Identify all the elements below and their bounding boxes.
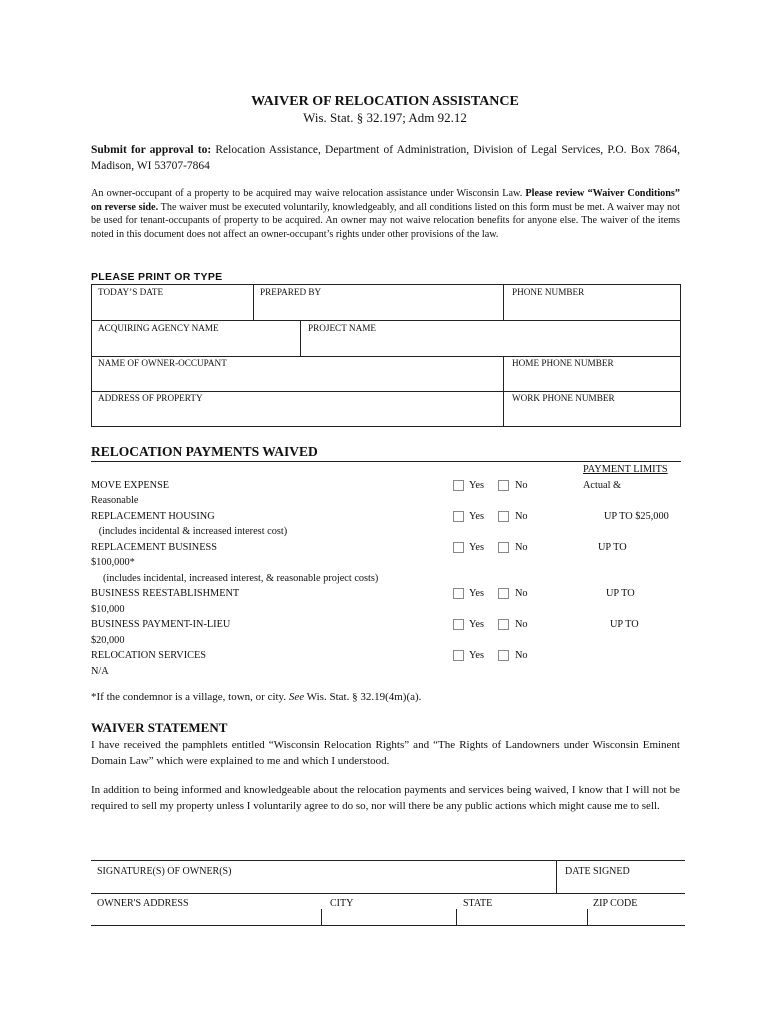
no-label: No <box>515 480 528 491</box>
owners-address-field[interactable]: OWNER'S ADDRESS <box>97 898 189 909</box>
business-reestablishment-yes-checkbox[interactable] <box>453 588 464 599</box>
intro-bold: Please review “Waiver Conditions” on reverse side. <box>91 188 680 213</box>
replacement-housing-no-checkbox[interactable] <box>498 511 509 522</box>
row-label-move-expense: MOVE EXPENSE <box>91 480 170 491</box>
signature-field[interactable]: SIGNATURE(S) OF OWNER(S) <box>97 866 232 877</box>
limit-business-payment-in-lieu: UP TO <box>610 619 639 630</box>
city-field[interactable]: CITY <box>330 898 354 909</box>
footnote-text-a: *If the condemnor is a village, town, or city. <box>91 691 289 703</box>
move-expense-no-checkbox[interactable] <box>498 480 509 491</box>
row-note-replacement-business: (includes incidental, increased interest, & reasonable project costs) <box>103 573 379 584</box>
row-sub-business-payment-in-lieu: $20,000 <box>91 635 125 646</box>
acquiring-agency-field[interactable]: ACQUIRING AGENCY NAME <box>98 323 219 333</box>
footnote <box>91 691 421 703</box>
date-signed-field[interactable]: DATE SIGNED <box>565 866 630 877</box>
waiver-heading: WAIVER STATEMENT <box>91 720 228 735</box>
limit-business-reestablishment: UP TO <box>606 588 635 599</box>
zip-code-field[interactable]: ZIP CODE <box>593 898 638 909</box>
limit-replacement-business: UP TO <box>598 542 627 553</box>
payment-limits-header: PAYMENT LIMITS <box>583 464 668 475</box>
row-label-relocation-services: RELOCATION SERVICES <box>91 650 207 661</box>
home-phone-field[interactable]: HOME PHONE NUMBER <box>512 358 614 368</box>
no-label: No <box>515 542 528 553</box>
row-sub-relocation-services: N/A <box>91 666 109 677</box>
work-phone-field[interactable]: WORK PHONE NUMBER <box>512 393 615 403</box>
replacement-business-yes-checkbox[interactable] <box>453 542 464 553</box>
business-payment-in-lieu-yes-checkbox[interactable] <box>453 619 464 630</box>
row-sub-replacement-housing: (includes incidental & increased interest cost) <box>91 526 288 537</box>
property-address-field[interactable]: ADDRESS OF PROPERTY <box>98 393 203 403</box>
row-label-replacement-business: REPLACEMENT BUSINESS <box>91 542 217 553</box>
phone-number-field[interactable]: PHONE NUMBER <box>512 287 585 297</box>
waiver-paragraph-1: I have received the pamphlets entitled “Wisconsin Relocation Rights” and “The Rights of Landowners under Wisconsin Eminent Domain Law” which were explained to me and which I understood. <box>91 739 680 767</box>
row-label-business-payment-in-lieu: BUSINESS PAYMENT-IN-LIEU <box>91 619 231 630</box>
state-field[interactable]: STATE <box>463 898 493 909</box>
limit-move-expense: Actual & <box>583 480 622 491</box>
no-label: No <box>515 588 528 599</box>
replacement-housing-yes-checkbox[interactable] <box>453 511 464 522</box>
prepared-by-field[interactable]: PREPARED BY <box>260 287 322 297</box>
project-name-field[interactable]: PROJECT NAME <box>308 323 376 333</box>
yes-label: Yes <box>469 619 484 630</box>
replacement-business-no-checkbox[interactable] <box>498 542 509 553</box>
form-title: WAIVER OF RELOCATION ASSISTANCE <box>251 94 519 109</box>
business-reestablishment-no-checkbox[interactable] <box>498 588 509 599</box>
relocation-services-yes-checkbox[interactable] <box>453 650 464 661</box>
yes-label: Yes <box>469 511 484 522</box>
row-sub-move-expense: Reasonable <box>91 495 139 506</box>
no-label: No <box>515 650 528 661</box>
no-label: No <box>515 511 528 522</box>
row-label-business-reestablishment: BUSINESS REESTABLISHMENT <box>91 588 240 599</box>
submit-instructions <box>91 142 680 174</box>
todays-date-field[interactable]: TODAY’S DATE <box>98 287 164 297</box>
info-form-grid <box>91 284 681 427</box>
yes-label: Yes <box>469 542 484 553</box>
intro-text-2: The waiver must be executed voluntarily, knowledgeably, and all conditions listed on this form must be met. A waiver may not be used for tenant-occupants of property to be acquired. An owner may not waive relocation benefits for anyone else. The waiver of the items noted in this document does not affect an owner-occupant’s rights under other provisions of the law. <box>91 201 680 240</box>
intro-paragraph <box>91 187 680 241</box>
print-label: PLEASE PRINT OR TYPE <box>91 271 223 283</box>
footnote-see: See <box>288 691 305 703</box>
payments-heading: RELOCATION PAYMENTS WAIVED <box>91 444 318 459</box>
submit-address: Relocation Assistance, Department of Administration, Division of Legal Services, P.O. Box 7864, Madison, WI 53707-7864 <box>91 144 680 172</box>
yes-label: Yes <box>469 480 484 491</box>
yes-label: Yes <box>469 650 484 661</box>
footnote-text-b: Wis. Stat. § 32.19(4m)(a). <box>304 691 422 703</box>
form-subtitle: Wis. Stat. § 32.197; Adm 92.12 <box>303 110 467 125</box>
row-sub-business-reestablishment: $10,000 <box>91 604 125 615</box>
intro-text-1: An owner-occupant of a property to be acquired may waive relocation assistance under Wisconsin Law. <box>91 188 526 199</box>
row-label-replacement-housing: REPLACEMENT HOUSING <box>91 511 215 522</box>
business-payment-in-lieu-no-checkbox[interactable] <box>498 619 509 630</box>
submit-label: Submit for approval to: <box>91 144 212 156</box>
relocation-services-no-checkbox[interactable] <box>498 650 509 661</box>
limit-replacement-housing: UP TO $25,000 <box>604 511 669 522</box>
waiver-paragraph-2: In addition to being informed and knowledgeable about the relocation payments and services being waived, I know that I will not be required to sell my property unless I voluntarily agree to do so, nor will there be any public actions which might cause me to sell. <box>91 784 680 812</box>
row-sub-replacement-business: $100,000* <box>91 557 135 568</box>
yes-label: Yes <box>469 588 484 599</box>
owner-name-field[interactable]: NAME OF OWNER-OCCUPANT <box>98 358 227 368</box>
move-expense-yes-checkbox[interactable] <box>453 480 464 491</box>
no-label: No <box>515 619 528 630</box>
